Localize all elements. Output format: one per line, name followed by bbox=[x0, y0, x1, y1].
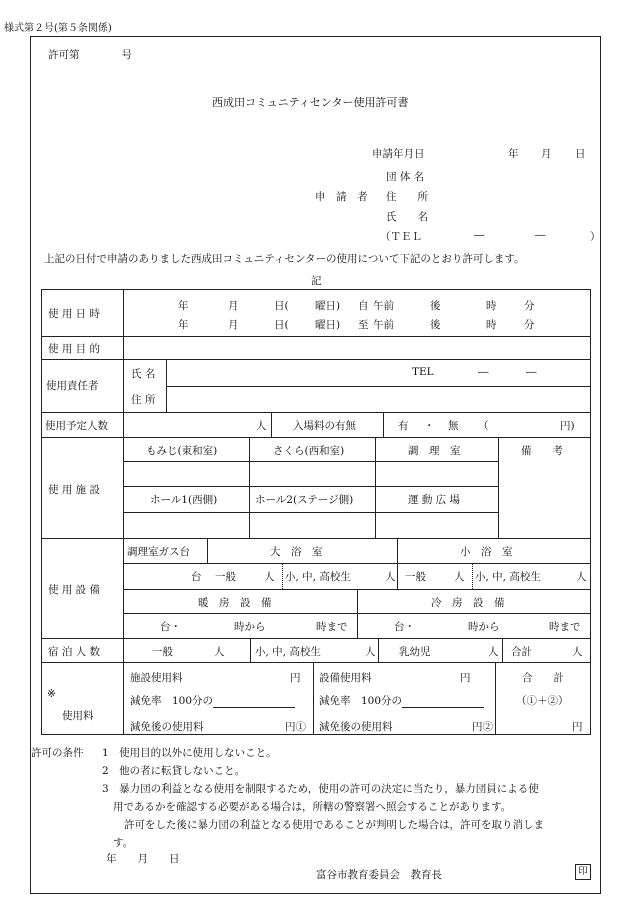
applicant-tel-label: （ＴＥＬ bbox=[380, 231, 422, 243]
overnight-general: 一般 bbox=[152, 646, 173, 658]
date-month-cell: 月 bbox=[228, 319, 239, 331]
responsible-tel-dash: ― bbox=[526, 366, 537, 378]
admission-fee-separator: ・ bbox=[424, 420, 435, 432]
admission-fee-no: 無 bbox=[448, 420, 459, 432]
equipment-gas-stove: 調理室ガス台 bbox=[127, 546, 190, 558]
heating-from: 時から bbox=[234, 621, 266, 633]
equipment-reduction-rate: 減免率 100分の bbox=[319, 693, 484, 708]
date-am-cell: 午前 bbox=[373, 319, 394, 331]
seal-stamp: 印 bbox=[575, 864, 591, 880]
large-bath-students-unit: 人 bbox=[385, 571, 396, 583]
headcount-unit: 人 bbox=[256, 420, 267, 432]
equipment-small-bath: 小 浴 室 bbox=[460, 546, 513, 558]
usage-fee-label: 使用料 bbox=[62, 710, 94, 722]
date-weekday-cell: 曜日) bbox=[315, 300, 341, 312]
intro-text: 上記の日付で申請のありました西成田コミュニティセンターの使用について下記のとおり許可します。 bbox=[44, 253, 525, 265]
applicant-label: 申 請 者 bbox=[315, 191, 368, 203]
date-am-cell: 午前 bbox=[373, 300, 394, 312]
admission-fee-yes: 有 bbox=[398, 420, 409, 432]
large-bath-general-unit: 人 bbox=[264, 571, 275, 583]
applicant-tel-close: ） bbox=[590, 231, 601, 243]
date-weekday-cell: 曜日) bbox=[315, 319, 341, 331]
condition-continuation: 用であるかを確認する必要がある場合は，所轄の警察署へ照会することがあります。 bbox=[113, 801, 512, 813]
facility-sports-ground: 運 動 広 場 bbox=[408, 494, 461, 506]
cooling-until: 時まで bbox=[549, 621, 581, 633]
usage-datetime-label: 使 用 日 時 bbox=[48, 308, 101, 320]
date-from-cell: 自 bbox=[358, 300, 369, 312]
ki-mark: 記 bbox=[311, 275, 322, 287]
facility-momiji: もみじ(東和室) bbox=[146, 445, 218, 457]
applicant-address-label: 住 所 bbox=[386, 191, 428, 203]
facility-fee-label: 施設使用料 bbox=[130, 672, 183, 684]
cooling-units: 台・ bbox=[394, 621, 415, 633]
fee-total-yen: 円 bbox=[572, 721, 583, 733]
condition-continuation: 許可をした後に暴力団の利益となる使用であることが判明した場合は，許可を取り消しま bbox=[124, 819, 544, 831]
applicant-name-label: 氏 名 bbox=[386, 211, 428, 223]
heating-units: 台・ bbox=[160, 621, 181, 633]
admission-fee-yen: 円) bbox=[560, 420, 575, 432]
condition-item: 3 暴力団の利益となる使用を制限するため，使用の許可の決定に当たり，暴力団員による使 bbox=[102, 783, 539, 795]
conditions-label: 許可の条件 bbox=[31, 747, 84, 759]
small-bath-general-unit: 人 bbox=[454, 571, 465, 583]
cooling-equipment: 冷 房 設 備 bbox=[431, 597, 505, 609]
fee-total-formula: （①＋②） bbox=[516, 695, 569, 707]
responsible-tel-dash: ― bbox=[478, 366, 489, 378]
overnight-students: 小, 中, 高校生 bbox=[255, 646, 321, 658]
overnight-infants-unit: 人 bbox=[488, 646, 499, 658]
date-hour-cell: 時 bbox=[486, 300, 497, 312]
facility-fee-yen: 円 bbox=[290, 672, 301, 684]
condition-item: 1 使用目的以外に使用しないこと。 bbox=[102, 747, 277, 759]
equipment-label: 使 用 設 備 bbox=[48, 584, 101, 596]
gas-stove-units: 台 bbox=[191, 571, 202, 583]
responsible-name-label: 氏 名 bbox=[131, 368, 156, 380]
facility-hall1: ホール1(西側) bbox=[150, 494, 218, 506]
fee-total-label: 合 計 bbox=[522, 672, 564, 684]
date-day-cell: 日( bbox=[274, 319, 289, 331]
applicant-tel-dash: ― bbox=[474, 229, 485, 241]
date-to-cell: 至 bbox=[358, 319, 369, 331]
equipment-fee-yen: 円 bbox=[460, 672, 471, 684]
cooling-from: 時から bbox=[468, 621, 500, 633]
form-label: 様式第２号(第５条関係) bbox=[4, 23, 112, 34]
issue-date: 年 月 日 bbox=[106, 853, 180, 865]
overnight-guests-label: 宿 泊 人 数 bbox=[48, 646, 101, 658]
issuer: 富谷市教育委員会 教育長 bbox=[316, 869, 442, 881]
condition-item: 2 他の者に転貸しないこと。 bbox=[102, 765, 246, 777]
condition-continuation: す。 bbox=[113, 837, 134, 849]
facility-hall2: ホール2(ステージ側) bbox=[255, 494, 354, 506]
responsible-person-label: 使用責任者 bbox=[46, 380, 99, 392]
small-bath-students-unit: 人 bbox=[576, 571, 587, 583]
fee-mark: ※ bbox=[47, 688, 56, 700]
date-minute-cell: 分 bbox=[524, 300, 535, 312]
permit-number: 許可第 号 bbox=[48, 49, 132, 61]
facility-remarks: 備 考 bbox=[521, 445, 563, 457]
application-date-month: 月 bbox=[541, 148, 552, 160]
date-pm-cell: 後 bbox=[430, 300, 441, 312]
date-minute-cell: 分 bbox=[524, 319, 535, 331]
application-date-day: 日 bbox=[575, 148, 586, 160]
large-bath-general: 一般 bbox=[215, 571, 236, 583]
date-year-cell: 年 bbox=[178, 319, 189, 331]
date-pm-cell: 後 bbox=[430, 319, 441, 331]
admission-fee-paren: （ bbox=[478, 420, 489, 432]
page-title: 西成田コミュニティセンター使用許可書 bbox=[212, 96, 409, 109]
equipment-fee-after-yen: 円② bbox=[472, 721, 493, 733]
admission-fee-label: 入場料の有無 bbox=[293, 420, 356, 432]
heating-until: 時まで bbox=[316, 621, 348, 633]
usage-purpose-label: 使 用 目 的 bbox=[48, 343, 101, 355]
overnight-total: 合計 bbox=[511, 646, 532, 658]
equipment-fee-after-reduction: 減免後の使用料 bbox=[319, 721, 393, 733]
date-day-cell: 日( bbox=[274, 300, 289, 312]
heating-equipment: 暖 房 設 備 bbox=[198, 597, 272, 609]
overnight-general-unit: 人 bbox=[214, 646, 225, 658]
small-bath-general: 一般 bbox=[405, 571, 426, 583]
overnight-students-unit: 人 bbox=[365, 646, 376, 658]
facility-cooking-room: 調 理 室 bbox=[408, 445, 461, 457]
date-hour-cell: 時 bbox=[486, 319, 497, 331]
facility-fee-after-reduction: 減免後の使用料 bbox=[130, 721, 204, 733]
facility-reduction-rate: 減免率 100分の bbox=[130, 693, 295, 708]
date-month-cell: 月 bbox=[228, 300, 239, 312]
application-date-year: 年 bbox=[508, 148, 519, 160]
application-date-label: 申請年月日 bbox=[372, 148, 425, 160]
org-name-label: 団 体 名 bbox=[386, 171, 425, 183]
large-bath-students: 小, 中, 高校生 bbox=[285, 571, 351, 583]
overnight-infants: 乳幼児 bbox=[399, 646, 431, 658]
overnight-total-unit: 人 bbox=[572, 646, 583, 658]
expected-headcount-label: 使用予定人数 bbox=[45, 420, 108, 432]
date-year-cell: 年 bbox=[178, 300, 189, 312]
equipment-large-bath: 大 浴 室 bbox=[270, 546, 323, 558]
equipment-fee-label: 設備使用料 bbox=[319, 672, 372, 684]
facility-fee-after-yen: 円① bbox=[285, 721, 306, 733]
facilities-label: 使 用 施 設 bbox=[48, 484, 101, 496]
small-bath-students: 小, 中, 高校生 bbox=[475, 571, 541, 583]
responsible-tel-label: TEL bbox=[412, 366, 434, 378]
applicant-tel-dash: ― bbox=[535, 229, 546, 241]
responsible-address-label: 住 所 bbox=[131, 394, 156, 406]
facility-sakura: さくら(西和室) bbox=[273, 445, 345, 457]
